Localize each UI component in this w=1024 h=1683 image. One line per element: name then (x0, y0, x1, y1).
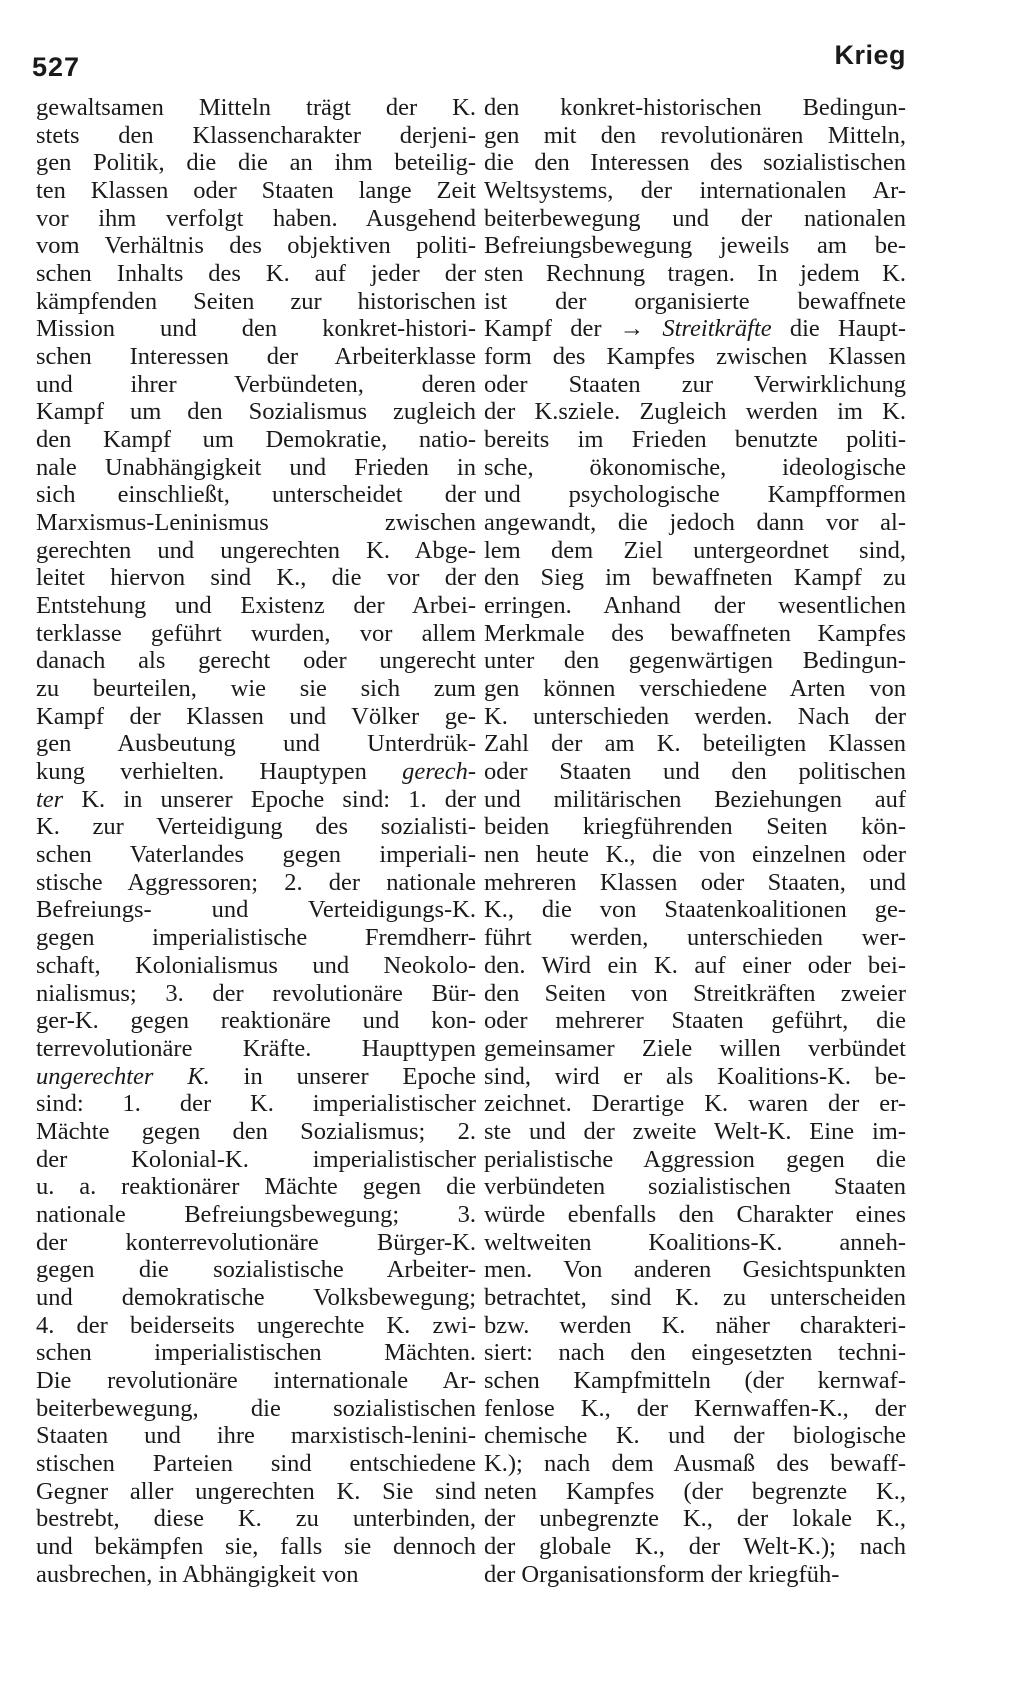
text-line (36, 371, 476, 399)
text-line (36, 481, 476, 509)
text-line (484, 481, 906, 509)
text-line (36, 149, 476, 177)
text-line (36, 896, 476, 924)
text-line (484, 509, 906, 537)
text-segment: u. a. reaktionärer Mächte gegen die (36, 1173, 476, 1201)
text-segment: der unbegrenzte K., der lokale K., (484, 1505, 906, 1533)
text-line (484, 1422, 906, 1450)
text-line (484, 758, 906, 786)
text-segment: kung verhielten. Hauptypen (36, 758, 403, 786)
text-line (36, 758, 476, 786)
text-segment: K., die von Staatenkoalitionen ge- (484, 896, 906, 924)
text-line (36, 260, 476, 288)
text-segment: oder Staaten zur Verwirklichung (484, 370, 906, 398)
text-segment: Kampf der Klassen und Völker ge- (36, 702, 476, 730)
text-column-left (36, 94, 476, 1588)
text-line (484, 1035, 906, 1063)
text-line (36, 675, 476, 703)
text-line (484, 813, 906, 841)
text-segment: ste und der zweite Welt-K. Eine im- (484, 1117, 906, 1145)
text-segment: den Kampf um Demokratie, natio- (36, 426, 476, 454)
text-segment: stets den Klassencharakter derjeni- (36, 121, 476, 149)
text-line (484, 315, 906, 343)
text-segment: und demokratische Volksbewegung; (36, 1283, 476, 1311)
text-line (36, 1256, 476, 1284)
text-segment: K.); nach dem Ausmaß des bewaff- (484, 1449, 906, 1477)
text-segment: men. Von anderen Gesichtspunkten (484, 1256, 906, 1284)
text-segment: schaft, Kolonialismus und Neokolo- (36, 951, 476, 979)
text-line (484, 94, 906, 122)
text-line (36, 813, 476, 841)
text-line (36, 1339, 476, 1367)
text-line (484, 1090, 906, 1118)
text-line (36, 1561, 476, 1589)
text-line (484, 592, 906, 620)
text-line (484, 1533, 906, 1561)
text-line (36, 454, 476, 482)
text-line (484, 1007, 906, 1035)
text-line (36, 1505, 476, 1533)
text-line (36, 952, 476, 980)
text-line (36, 232, 476, 260)
text-segment: lem dem Ziel untergeordnet sind, (484, 536, 906, 564)
text-segment: vor ihm verfolgt haben. Ausgehend (36, 204, 476, 232)
text-segment: chemische K. und der biologische (484, 1422, 906, 1450)
text-line (484, 896, 906, 924)
text-line (484, 1478, 906, 1506)
text-segment: der konterrevolutionäre Bürger-K. (36, 1228, 476, 1256)
text-segment: und ihrer Verbündeten, deren (36, 370, 476, 398)
text-segment: der Kolonial-K. imperialistischer (36, 1145, 476, 1173)
text-segment: den konkret-historischen Bedingun- (484, 94, 906, 121)
text-segment: und psychologische Kampfformen (484, 481, 906, 509)
text-segment: nen heute K., die von einzelnen oder (484, 841, 906, 869)
text-segment: Mächte gegen den Sozialismus; 2. (36, 1117, 476, 1145)
text-segment: Befreiungs- und Verteidigungs-K. (36, 896, 476, 924)
text-line (484, 537, 906, 565)
text-line (36, 1450, 476, 1478)
text-line (484, 952, 906, 980)
text-segment: Gegner aller ungerechten K. Sie sind (36, 1477, 476, 1505)
text-segment: gen können verschiedene Arten von (484, 675, 906, 703)
text-segment: beiden kriegführenden Seiten kön- (484, 813, 906, 841)
text-line (484, 1339, 906, 1367)
text-segment: gemeinsamer Ziele willen verbündet (484, 1034, 906, 1062)
text-segment: Merkmale des bewaffneten Kampfes (484, 619, 906, 647)
text-line (484, 1201, 906, 1229)
text-line (484, 1063, 906, 1091)
text-line (484, 1505, 906, 1533)
text-segment: leitet hiervon sind K., die vor der (36, 564, 476, 592)
text-line (484, 232, 906, 260)
text-segment: der K.sziele. Zugleich werden im K. (484, 398, 906, 426)
text-segment: zeichnet. Derartige K. waren der er- (484, 1090, 906, 1118)
text-line (36, 1422, 476, 1450)
text-line (36, 1533, 476, 1561)
text-segment: führt werden, unterschieden wer- (484, 924, 906, 952)
text-segment: die Haupt- (771, 315, 906, 343)
text-line (36, 509, 476, 537)
text-line (36, 537, 476, 565)
text-segment: den Seiten von Streitkräften zweier (484, 979, 906, 1007)
text-line (36, 620, 476, 648)
text-line (36, 315, 476, 343)
text-segment: sind, wird er als Koalitions-K. be- (484, 1062, 906, 1090)
text-segment: schen Vaterlandes gegen imperiali- (36, 841, 476, 869)
text-segment: betrachtet, sind K. zu unterscheiden (484, 1283, 906, 1311)
text-line (36, 1146, 476, 1174)
text-segment: Entstehung und Existenz der Arbei- (36, 592, 476, 620)
text-line (36, 980, 476, 1008)
text-segment: terklasse geführt wurden, vor allem (36, 619, 476, 647)
text-segment: oder mehrerer Staaten geführt, die (484, 1007, 906, 1035)
text-line (36, 730, 476, 758)
text-segment: ist der organisierte bewaffnete (484, 287, 906, 315)
text-line (36, 94, 476, 122)
text-segment: Marxismus-Leninismus zwischen (36, 509, 476, 537)
text-segment: schen Interessen der Arbeiterklasse (36, 343, 476, 371)
text-line (36, 1090, 476, 1118)
text-line (484, 1367, 906, 1395)
text-segment: Befreiungsbewegung jeweils am be- (484, 232, 906, 260)
text-segment: Die revolutionäre internationale Ar- (36, 1366, 476, 1394)
text-line (36, 1007, 476, 1035)
text-line (484, 398, 906, 426)
text-segment: gegen die sozialistische Arbeiter- (36, 1256, 476, 1284)
text-segment: kämpfenden Seiten zur historischen (36, 287, 476, 315)
text-line (484, 620, 906, 648)
text-segment: siert: nach den eingesetzten techni- (484, 1339, 906, 1367)
text-line (36, 1063, 476, 1091)
text-line (484, 980, 906, 1008)
text-segment: sich einschließt, unterscheidet der (36, 481, 476, 509)
text-segment: gewaltsamen Mitteln trägt der K. (36, 94, 476, 121)
text-segment: vom Verhältnis des objektiven politi- (36, 232, 476, 260)
text-segment: gerechten und ungerechten K. Abge- (36, 536, 476, 564)
text-segment: fenlose K., der Kernwaffen-K., der (484, 1394, 906, 1422)
text-line (484, 1256, 906, 1284)
text-line (36, 592, 476, 620)
text-line (36, 177, 476, 205)
text-line (36, 1312, 476, 1340)
text-line (484, 122, 906, 150)
text-line (484, 786, 906, 814)
text-segment: den Sieg im bewaffneten Kampf zu (484, 564, 906, 592)
page-number: 527 (32, 52, 81, 82)
text-line (484, 675, 906, 703)
text-segment: Kampf der → (484, 315, 663, 343)
text-column-right (484, 94, 906, 1588)
text-line (484, 260, 906, 288)
text-segment: K. unterschieden werden. Nach der (484, 702, 906, 730)
text-line (36, 205, 476, 233)
text-segment: und bekämpfen sie, falls sie dennoch (36, 1532, 476, 1560)
text-line (36, 1118, 476, 1146)
text-line (484, 730, 906, 758)
text-segment: und militärischen Beziehungen auf (484, 785, 906, 813)
text-segment: unter den gegenwärtigen Bedingun- (484, 647, 906, 675)
text-segment: angewandt, die jedoch dann vor al- (484, 509, 906, 537)
text-segment: neten Kampfes (der begrenzte K., (484, 1477, 906, 1505)
text-line (36, 1478, 476, 1506)
text-segment: Mission und den konkret-histori- (36, 315, 476, 343)
italic-term: gerech- (402, 758, 476, 786)
text-line (36, 1229, 476, 1257)
text-line (484, 1146, 906, 1174)
text-line (484, 924, 906, 952)
text-segment: ausbrechen, in Abhängigkeit von (36, 1560, 359, 1588)
text-segment: bestrebt, diese K. zu unterbinden, (36, 1505, 476, 1533)
text-line (484, 1312, 906, 1340)
text-line (484, 1450, 906, 1478)
text-line (484, 1284, 906, 1312)
text-segment: würde ebenfalls den Charakter eines (484, 1200, 906, 1228)
text-line (36, 1284, 476, 1312)
text-segment: die den Interessen des sozialistischen (484, 149, 906, 177)
text-segment: form des Kampfes zwischen Klassen (484, 343, 906, 371)
text-segment: stische Aggressoren; 2. der nationale (36, 868, 476, 896)
text-line (36, 564, 476, 592)
text-segment: nationale Befreiungsbewegung; 3. (36, 1200, 476, 1228)
text-line (484, 564, 906, 592)
text-segment: gen mit den revolutionären Mitteln, (484, 121, 906, 149)
text-line (36, 841, 476, 869)
text-segment: schen Inhalts des K. auf jeder der (36, 260, 476, 288)
text-segment: nale Unabhängigkeit und Frieden in (36, 453, 476, 481)
text-line (484, 869, 906, 897)
text-line (484, 426, 906, 454)
text-line (484, 841, 906, 869)
text-segment: erringen. Anhand der wesentlichen (484, 592, 906, 620)
text-line (484, 1229, 906, 1257)
text-line (484, 177, 906, 205)
text-line (484, 288, 906, 316)
italic-term: ungerechter K. (36, 1062, 210, 1090)
text-line (484, 371, 906, 399)
text-segment: schen Kampfmitteln (der kernwaf- (484, 1366, 906, 1394)
text-line (36, 1367, 476, 1395)
text-segment: stischen Parteien sind entschiedene (36, 1449, 476, 1477)
text-segment: Weltsystems, der internationalen Ar- (484, 177, 906, 205)
text-line (484, 1118, 906, 1146)
text-segment: beiterbewegung und der nationalen (484, 204, 906, 232)
italic-term: ter (36, 785, 64, 813)
text-line (36, 398, 476, 426)
text-segment: schen imperialistischen Mächten. (36, 1339, 476, 1367)
text-line (36, 1201, 476, 1229)
text-segment: mehreren Klassen oder Staaten, und (484, 868, 906, 896)
text-line (36, 703, 476, 731)
text-segment: danach als gerecht oder ungerecht (36, 647, 476, 675)
text-segment: K. in unserer Epoche sind: 1. der (63, 785, 476, 813)
text-line (36, 786, 476, 814)
text-segment: oder Staaten und den politischen (484, 758, 906, 786)
text-line (484, 1561, 906, 1589)
text-line (484, 703, 906, 731)
text-segment: der globale K., der Welt-K.); nach (484, 1532, 906, 1560)
text-segment: K. zur Verteidigung des sozialisti- (36, 813, 476, 841)
text-line (36, 343, 476, 371)
text-line (36, 1395, 476, 1423)
text-line (484, 343, 906, 371)
text-segment: verbündeten sozialistischen Staaten (484, 1173, 906, 1201)
text-line (36, 924, 476, 952)
text-line (484, 1395, 906, 1423)
text-line (484, 647, 906, 675)
text-segment: sten Rechnung tragen. In jedem K. (484, 260, 906, 288)
text-segment: terrevolutionäre Kräfte. Haupttypen (36, 1034, 476, 1062)
text-line (484, 454, 906, 482)
text-segment: der Organisationsform der kriegfüh- (484, 1560, 840, 1588)
text-segment: nialismus; 3. der revolutionäre Bür- (36, 979, 476, 1007)
text-line (484, 1173, 906, 1201)
running-head: Krieg (834, 40, 906, 70)
text-segment: ger-K. gegen reaktionäre und kon- (36, 1007, 476, 1035)
text-line (36, 122, 476, 150)
text-segment: zu beurteilen, wie sie sich zum (36, 675, 476, 703)
text-segment: Staaten und ihre marxistisch-lenini- (36, 1422, 476, 1450)
text-line (36, 1035, 476, 1063)
text-line (36, 288, 476, 316)
text-segment: gegen imperialistische Fremdherr- (36, 924, 476, 952)
text-line (36, 647, 476, 675)
text-segment: den. Wird ein K. auf einer oder bei- (484, 951, 906, 979)
text-line (484, 149, 906, 177)
text-segment: sind: 1. der K. imperialistischer (36, 1090, 476, 1118)
text-segment: 4. der beiderseits ungerechte K. zwi- (36, 1311, 476, 1339)
text-line (36, 426, 476, 454)
text-segment: bzw. werden K. näher charakteri- (484, 1311, 906, 1339)
text-segment: Kampf um den Sozialismus zugleich (36, 398, 476, 426)
text-segment: sche, ökonomische, ideologische (484, 453, 906, 481)
italic-term: Streitkräfte (662, 315, 772, 343)
text-segment: bereits im Frieden benutzte politi- (484, 426, 906, 454)
text-segment: gen Politik, die die an ihm beteilig- (36, 149, 476, 177)
text-line (484, 205, 906, 233)
text-segment: gen Ausbeutung und Unterdrük- (36, 730, 476, 758)
text-segment: in unserer Epoche (209, 1062, 476, 1090)
text-line (36, 869, 476, 897)
text-segment: ten Klassen oder Staaten lange Zeit (36, 177, 476, 205)
text-segment: Zahl der am K. beteiligten Klassen (484, 730, 906, 758)
text-segment: weltweiten Koalitions-K. anneh- (484, 1228, 906, 1256)
text-segment: perialistische Aggression gegen die (484, 1145, 906, 1173)
text-line (36, 1173, 476, 1201)
text-segment: beiterbewegung, die sozialistischen (36, 1394, 476, 1422)
